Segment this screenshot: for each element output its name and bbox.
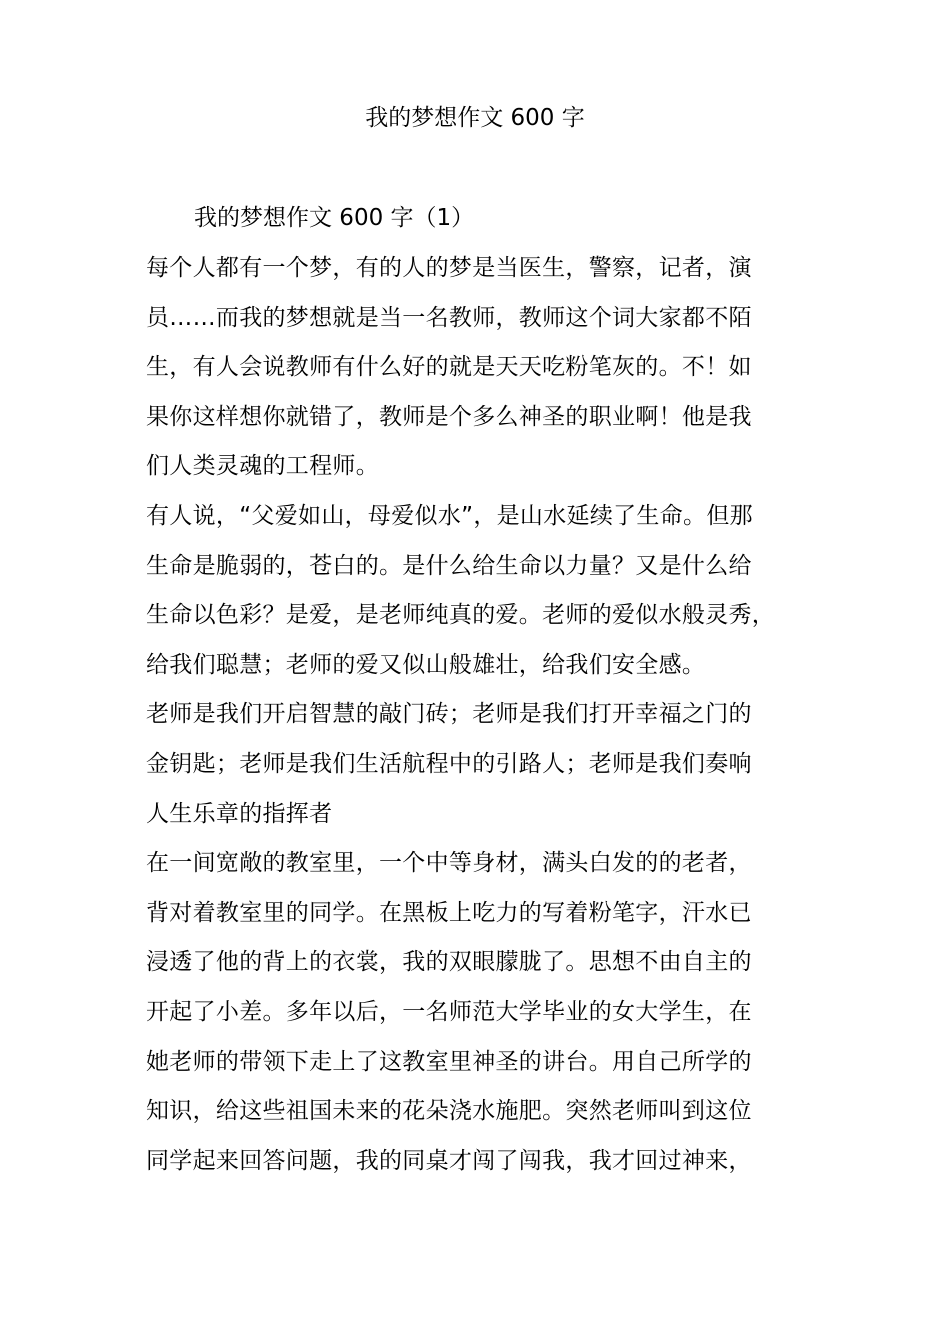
text-line: 员……而我的梦想就是当一名教师，教师这个词大家都不陌	[146, 304, 752, 331]
body-text	[146, 244, 814, 1186]
text-line: 给我们聪慧；老师的爱又似山般雄壮，给我们安全感。	[146, 651, 706, 678]
text-line: 人生乐章的指挥者	[146, 800, 333, 827]
text-line: 生命以色彩？是爱，是老师纯真的爱。老师的爱似水般灵秀，	[146, 602, 776, 629]
section-heading: 我的梦想作文 600 字（1）	[194, 205, 475, 231]
text-line: 金钥匙；老师是我们生活航程中的引路人；老师是我们奏响	[146, 750, 752, 777]
text-line: 老师是我们开启智慧的敲门砖；老师是我们打开幸福之门的	[146, 701, 752, 728]
document-title: 我的梦想作文 600 字	[365, 105, 585, 131]
text-line: 开起了小差。多年以后，一名师范大学毕业的女大学生，在	[146, 998, 752, 1025]
text-line: 在一间宽敞的教室里，一个中等身材，满头白发的的老者，	[146, 850, 752, 877]
text-line: 知识，给这些祖国未来的花朵浇水施肥。突然老师叫到这位	[146, 1098, 752, 1125]
text-line: 背对着教室里的同学。在黑板上吃力的写着粉笔字，汗水已	[146, 899, 752, 926]
text-line: 有人说，“父爱如山，母爱似水”，是山水延续了生命。但那	[146, 502, 753, 529]
text-line: 生命是脆弱的，苍白的。是什么给生命以力量？又是什么给	[146, 552, 752, 579]
text-line: 每个人都有一个梦，有的人的梦是当医生，警察，记者，演	[146, 255, 752, 281]
text-line: 浸透了他的背上的衣裳，我的双眼朦胧了。思想不由自主的	[146, 949, 752, 976]
text-line: 果你这样想你就错了，教师是个多么神圣的职业啊！他是我	[146, 403, 752, 430]
text-line: 她老师的带领下走上了这教室里神圣的讲台。用自己所学的	[146, 1048, 752, 1075]
text-line: 生，有人会说教师有什么好的就是天天吃粉笔灰的。不！如	[146, 354, 752, 381]
text-line: 们人类灵魂的工程师。	[146, 453, 379, 480]
text-line: 同学起来回答问题，我的同桌才闯了闯我，我才回过神来，	[146, 1147, 752, 1174]
